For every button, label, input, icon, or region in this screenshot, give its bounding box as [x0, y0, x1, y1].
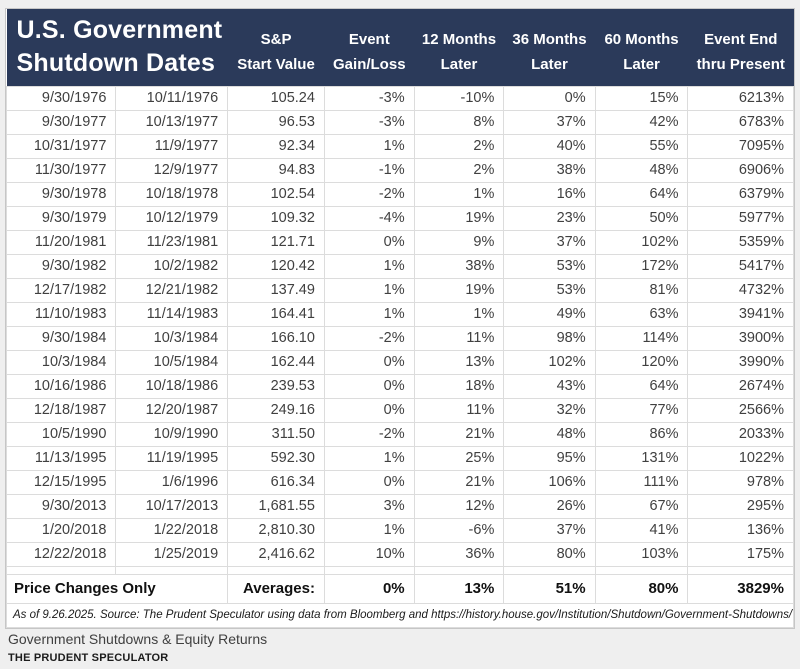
- table-cell: 1/22/2018: [116, 519, 228, 543]
- table-row: [7, 495, 794, 519]
- table-cell: 239.53: [228, 375, 325, 399]
- average-36-months-later: 51%: [504, 575, 595, 604]
- average-60-months-later: 80%: [595, 575, 688, 604]
- table-cell: -3%: [324, 111, 414, 135]
- footnote-row: [7, 604, 794, 628]
- table-row: [7, 279, 794, 303]
- table-cell: 81%: [595, 279, 688, 303]
- table-title: [7, 9, 228, 87]
- table-cell: 80%: [504, 543, 595, 567]
- table-cell: 10/17/2013: [116, 495, 228, 519]
- table-cell: 10/18/1978: [116, 183, 228, 207]
- table-cell: 1,681.55: [228, 495, 325, 519]
- table-cell: 166.10: [228, 327, 325, 351]
- table-cell: 5417%: [688, 255, 794, 279]
- table-cell: 1%: [324, 519, 414, 543]
- table-cell: 978%: [688, 471, 794, 495]
- table-cell: 5977%: [688, 207, 794, 231]
- table-cell: 36%: [414, 543, 504, 567]
- table-cell: 23%: [504, 207, 595, 231]
- caption-title: Government Shutdowns & Equity Returns: [8, 631, 268, 647]
- table-cell: 1%: [324, 279, 414, 303]
- column-header-60-months-later: 60 Months Later: [595, 9, 688, 87]
- table-cell: 131%: [595, 447, 688, 471]
- table-cell: 3990%: [688, 351, 794, 375]
- footnote-text: As of 9.26.2025. Source: The Prudent Speculator using data from Bloomberg and https://history.house.gov/Institution/Shutdown/Government-Shutdowns/: [7, 604, 794, 628]
- table-cell: 9/30/1982: [7, 255, 116, 279]
- table-cell: 40%: [504, 135, 595, 159]
- table-cell: 1%: [324, 447, 414, 471]
- averages-label: Averages:: [228, 575, 325, 604]
- table-cell: 11%: [414, 399, 504, 423]
- table-row: [7, 471, 794, 495]
- table-row: [7, 303, 794, 327]
- table-cell: 2,810.30: [228, 519, 325, 543]
- table-cell: 2,416.62: [228, 543, 325, 567]
- table-row: [7, 87, 794, 111]
- column-header-12-months-later: 12 Months Later: [414, 9, 504, 87]
- table-cell: 6213%: [688, 87, 794, 111]
- column-header-event-gain-loss: Event Gain/Loss: [324, 9, 414, 87]
- table-row: [7, 543, 794, 567]
- table-cell: 2674%: [688, 375, 794, 399]
- table-cell: 114%: [595, 327, 688, 351]
- table-cell: 106%: [504, 471, 595, 495]
- table-cell: 9%: [414, 231, 504, 255]
- table-row: [7, 159, 794, 183]
- table-cell: 311.50: [228, 423, 325, 447]
- table-row: [7, 351, 794, 375]
- table-cell: 109.32: [228, 207, 325, 231]
- table-cell: 12/18/1987: [7, 399, 116, 423]
- table-cell: 48%: [504, 423, 595, 447]
- table-cell: 21%: [414, 471, 504, 495]
- table-cell: 102%: [504, 351, 595, 375]
- table-row: [7, 255, 794, 279]
- table-row: [7, 327, 794, 351]
- table-cell: 121.71: [228, 231, 325, 255]
- table-cell: 16%: [504, 183, 595, 207]
- table-row: [7, 423, 794, 447]
- table-cell: 38%: [504, 159, 595, 183]
- table-cell: 3941%: [688, 303, 794, 327]
- column-header-sp-start-value: S&P Start Value: [228, 9, 325, 87]
- table-cell: 103%: [595, 543, 688, 567]
- average-event-gain-loss: 0%: [324, 575, 414, 604]
- table-cell: 9/30/1984: [7, 327, 116, 351]
- table-cell: 10/13/1977: [116, 111, 228, 135]
- table-cell: 0%: [324, 231, 414, 255]
- table-cell: 12/21/1982: [116, 279, 228, 303]
- table-cell: 10/5/1984: [116, 351, 228, 375]
- table-cell: 249.16: [228, 399, 325, 423]
- table-row: [7, 135, 794, 159]
- table-cell: 67%: [595, 495, 688, 519]
- table-cell: 18%: [414, 375, 504, 399]
- table-cell: 10/2/1982: [116, 255, 228, 279]
- table-cell: 1/6/1996: [116, 471, 228, 495]
- table-cell: 6783%: [688, 111, 794, 135]
- table-cell: 2566%: [688, 399, 794, 423]
- table-cell: 2%: [414, 135, 504, 159]
- table-cell: 0%: [504, 87, 595, 111]
- table-cell: 0%: [324, 375, 414, 399]
- table-cell: 0%: [324, 399, 414, 423]
- table-cell: 19%: [414, 279, 504, 303]
- table-cell: 2033%: [688, 423, 794, 447]
- table-cell: 1%: [414, 183, 504, 207]
- table-cell: 92.34: [228, 135, 325, 159]
- table-cell: 105.24: [228, 87, 325, 111]
- table-cell: 10/31/1977: [7, 135, 116, 159]
- spacer-row: [7, 567, 794, 575]
- table-cell: 53%: [504, 279, 595, 303]
- table-title-line1: U.S. Government: [16, 16, 223, 44]
- table-cell: 10/5/1990: [7, 423, 116, 447]
- table-cell: 1%: [414, 303, 504, 327]
- table-cell: 1/25/2019: [116, 543, 228, 567]
- shutdown-table-frame: [5, 8, 795, 629]
- table-cell: 137.49: [228, 279, 325, 303]
- table-cell: 37%: [504, 111, 595, 135]
- table-cell: 3900%: [688, 327, 794, 351]
- table-cell: -2%: [324, 183, 414, 207]
- table-cell: 9/30/1976: [7, 87, 116, 111]
- table-cell: 53%: [504, 255, 595, 279]
- table-cell: 11/30/1977: [7, 159, 116, 183]
- table-cell: 102.54: [228, 183, 325, 207]
- table-cell: -3%: [324, 87, 414, 111]
- table-cell: 11/23/1981: [116, 231, 228, 255]
- table-cell: 86%: [595, 423, 688, 447]
- table-cell: 2%: [414, 159, 504, 183]
- table-cell: 11/14/1983: [116, 303, 228, 327]
- table-cell: 12/22/2018: [7, 543, 116, 567]
- table-cell: 37%: [504, 231, 595, 255]
- table-cell: 21%: [414, 423, 504, 447]
- table-cell: 63%: [595, 303, 688, 327]
- table-row: [7, 207, 794, 231]
- table-cell: 1%: [324, 303, 414, 327]
- table-cell: 96.53: [228, 111, 325, 135]
- table-cell: -6%: [414, 519, 504, 543]
- table-cell: 3%: [324, 495, 414, 519]
- table-cell: 1022%: [688, 447, 794, 471]
- average-12-months-later: 13%: [414, 575, 504, 604]
- table-cell: 175%: [688, 543, 794, 567]
- table-cell: 164.41: [228, 303, 325, 327]
- table-cell: 0%: [324, 351, 414, 375]
- table-row: [7, 183, 794, 207]
- table-cell: 11/10/1983: [7, 303, 116, 327]
- table-cell: 10/12/1979: [116, 207, 228, 231]
- table-cell: 9/30/2013: [7, 495, 116, 519]
- table-cell: 64%: [595, 375, 688, 399]
- table-cell: 11/20/1981: [7, 231, 116, 255]
- table-cell: -2%: [324, 423, 414, 447]
- column-header-36-months-later: 36 Months Later: [504, 9, 595, 87]
- table-cell: 11/13/1995: [7, 447, 116, 471]
- table-cell: 98%: [504, 327, 595, 351]
- table-row: [7, 231, 794, 255]
- table-cell: 19%: [414, 207, 504, 231]
- table-row: [7, 399, 794, 423]
- table-cell: 10/3/1984: [116, 327, 228, 351]
- shutdown-table: [6, 9, 794, 628]
- table-cell: -1%: [324, 159, 414, 183]
- table-cell: 6379%: [688, 183, 794, 207]
- table-cell: 295%: [688, 495, 794, 519]
- table-cell: 7095%: [688, 135, 794, 159]
- average-event-end-thru-present: 3829%: [688, 575, 794, 604]
- table-cell: 10/11/1976: [116, 87, 228, 111]
- table-cell: 0%: [324, 471, 414, 495]
- table-cell: 8%: [414, 111, 504, 135]
- table-cell: 42%: [595, 111, 688, 135]
- table-cell: 64%: [595, 183, 688, 207]
- table-footer: [7, 567, 794, 628]
- table-row: [7, 111, 794, 135]
- table-cell: -4%: [324, 207, 414, 231]
- caption: [8, 630, 788, 665]
- table-cell: 1/20/2018: [7, 519, 116, 543]
- table-cell: 162.44: [228, 351, 325, 375]
- table-cell: 10/16/1986: [7, 375, 116, 399]
- table-cell: 592.30: [228, 447, 325, 471]
- table-row: [7, 447, 794, 471]
- table-cell: 11/9/1977: [116, 135, 228, 159]
- table-cell: 616.34: [228, 471, 325, 495]
- table-header: [7, 9, 794, 87]
- brand-name: THE PRUDENT SPECULATOR: [8, 652, 169, 664]
- table-cell: 172%: [595, 255, 688, 279]
- summary-row: [7, 575, 794, 604]
- table-row: [7, 519, 794, 543]
- table-cell: -2%: [324, 327, 414, 351]
- table-cell: 15%: [595, 87, 688, 111]
- table-cell: 32%: [504, 399, 595, 423]
- table-cell: 12/17/1982: [7, 279, 116, 303]
- table-cell: 95%: [504, 447, 595, 471]
- table-cell: 25%: [414, 447, 504, 471]
- table-cell: 102%: [595, 231, 688, 255]
- table-cell: 41%: [595, 519, 688, 543]
- table-cell: 94.83: [228, 159, 325, 183]
- table-body: [7, 87, 794, 567]
- table-cell: 111%: [595, 471, 688, 495]
- table-cell: 26%: [504, 495, 595, 519]
- table-cell: 77%: [595, 399, 688, 423]
- table-cell: 13%: [414, 351, 504, 375]
- table-cell: 9/30/1978: [7, 183, 116, 207]
- table-cell: 1%: [324, 135, 414, 159]
- table-cell: 49%: [504, 303, 595, 327]
- table-cell: 120.42: [228, 255, 325, 279]
- table-cell: 50%: [595, 207, 688, 231]
- table-cell: 1%: [324, 255, 414, 279]
- table-cell: 10/3/1984: [7, 351, 116, 375]
- table-cell: 120%: [595, 351, 688, 375]
- table-cell: 9/30/1979: [7, 207, 116, 231]
- table-cell: 10/18/1986: [116, 375, 228, 399]
- table-cell: -10%: [414, 87, 504, 111]
- table-cell: 4732%: [688, 279, 794, 303]
- table-cell: 48%: [595, 159, 688, 183]
- table-cell: 11/19/1995: [116, 447, 228, 471]
- table-cell: 12/20/1987: [116, 399, 228, 423]
- table-cell: 38%: [414, 255, 504, 279]
- table-cell: 10%: [324, 543, 414, 567]
- table-cell: 11%: [414, 327, 504, 351]
- table-cell: 5359%: [688, 231, 794, 255]
- table-cell: 55%: [595, 135, 688, 159]
- table-cell: 9/30/1977: [7, 111, 116, 135]
- table-cell: 136%: [688, 519, 794, 543]
- table-cell: 12/15/1995: [7, 471, 116, 495]
- table-cell: 37%: [504, 519, 595, 543]
- column-header-event-end-thru-present: Event End thru Present: [688, 9, 794, 87]
- summary-label: Price Changes Only: [7, 575, 228, 604]
- table-cell: 6906%: [688, 159, 794, 183]
- table-cell: 43%: [504, 375, 595, 399]
- table-cell: 10/9/1990: [116, 423, 228, 447]
- table-row: [7, 375, 794, 399]
- table-cell: 12/9/1977: [116, 159, 228, 183]
- table-title-line2: Shutdown Dates: [16, 49, 216, 77]
- table-cell: 12%: [414, 495, 504, 519]
